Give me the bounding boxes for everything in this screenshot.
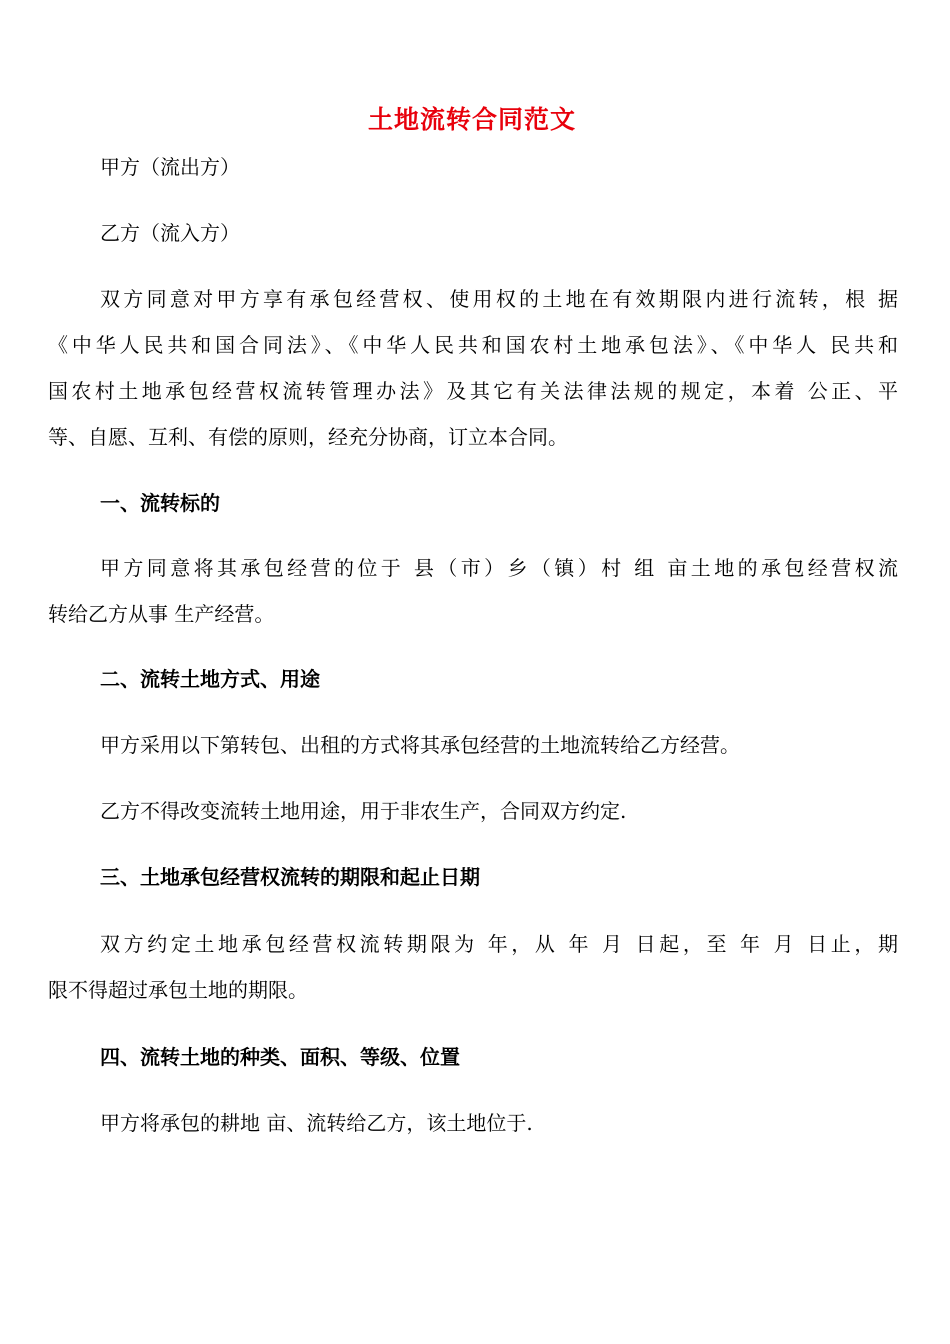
section-4-paragraph-1: 甲方将承包的耕地 亩、流转给乙方，该土地位于. bbox=[100, 1111, 533, 1135]
intro-line-4: 等、自愿、互利、有偿的原则，经充分协商，订立本合同。 bbox=[48, 425, 568, 449]
party-a-label: 甲方（流出方） bbox=[100, 155, 240, 179]
section-3-heading: 三、土地承包经营权流转的期限和起止日期 bbox=[100, 865, 480, 889]
section-2-paragraph-1: 甲方采用以下第转包、出租的方式将其承包经营的土地流转给乙方经营。 bbox=[100, 733, 740, 757]
document-title: 土地流转合同范文 bbox=[367, 105, 576, 134]
party-b-label: 乙方（流入方） bbox=[100, 221, 240, 245]
section-1-paragraph bbox=[48, 545, 898, 637]
section-1-line-1: 甲方同意将其承包经营的位于 县（市）乡（镇）村 组 亩土地的承包经营权流 bbox=[100, 556, 898, 580]
intro-paragraph bbox=[48, 276, 898, 460]
section-1-line-2: 转给乙方从事 生产经营。 bbox=[48, 602, 275, 626]
section-3-line-2: 限不得超过承包土地的期限。 bbox=[48, 978, 308, 1002]
intro-line-3: 国农村土地承包经营权流转管理办法》及其它有关法律法规的规定，本着 公正、平 bbox=[48, 379, 898, 403]
section-3-line-1: 双方约定土地承包经营权流转期限为 年，从 年 月 日起，至 年 月 日止，期 bbox=[100, 932, 898, 956]
section-1-heading: 一、流转标的 bbox=[100, 491, 220, 515]
intro-line-1: 双方同意对甲方享有承包经营权、使用权的土地在有效期限内进行流转，根 据 bbox=[100, 287, 898, 311]
section-2-heading: 二、流转土地方式、用途 bbox=[100, 667, 320, 691]
section-2-paragraph-2: 乙方不得改变流转土地用途，用于非农生产，合同双方约定. bbox=[100, 799, 627, 823]
intro-line-2: 《中华人民共和国合同法》、《中华人民共和国农村土地承包法》、《中华人 民共和 bbox=[48, 333, 898, 357]
section-3-paragraph bbox=[48, 921, 898, 1013]
section-4-heading: 四、流转土地的种类、面积、等级、位置 bbox=[100, 1045, 460, 1069]
